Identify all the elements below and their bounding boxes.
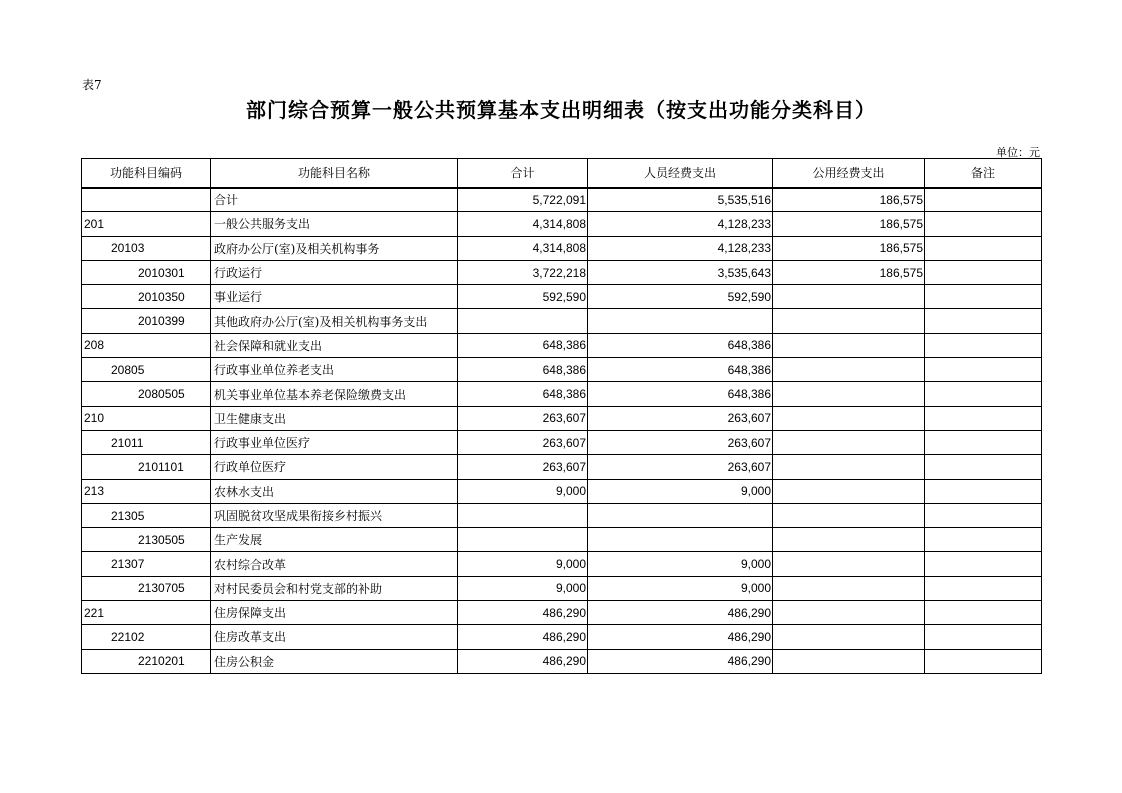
table-row — [82, 576, 1042, 600]
cell-code: 2010301 — [82, 260, 211, 284]
cell-name: 其他政府办公厅(室)及相关机构事务支出 — [211, 309, 458, 333]
column-header-public: 公用经费支出 — [773, 159, 925, 188]
cell-code: 221 — [82, 601, 211, 625]
cell-total: 9,000 — [458, 552, 588, 576]
cell-public — [773, 358, 925, 382]
cell-name: 行政事业单位养老支出 — [211, 358, 458, 382]
cell-total: 263,607 — [458, 406, 588, 430]
cell-code: 2210201 — [82, 649, 211, 673]
cell-note — [925, 503, 1042, 527]
cell-personnel: 592,590 — [588, 285, 773, 309]
cell-name: 农林水支出 — [211, 479, 458, 503]
cell-public — [773, 625, 925, 649]
cell-personnel — [588, 528, 773, 552]
cell-code: 208 — [82, 333, 211, 357]
table-row — [82, 528, 1042, 552]
cell-name: 事业运行 — [211, 285, 458, 309]
cell-note — [925, 528, 1042, 552]
table-row — [82, 309, 1042, 333]
cell-code: 2010399 — [82, 309, 211, 333]
column-header-name: 功能科目名称 — [211, 159, 458, 188]
cell-code: 213 — [82, 479, 211, 503]
cell-public — [773, 576, 925, 600]
cell-note — [925, 576, 1042, 600]
cell-personnel: 486,290 — [588, 649, 773, 673]
cell-public — [773, 285, 925, 309]
cell-public: 186,575 — [773, 260, 925, 284]
budget-table — [81, 158, 1042, 674]
table-row — [82, 212, 1042, 236]
table-row — [82, 649, 1042, 673]
table-row — [82, 188, 1042, 212]
column-header-note: 备注 — [925, 159, 1042, 188]
cell-public — [773, 649, 925, 673]
cell-personnel: 5,535,516 — [588, 188, 773, 212]
cell-code: 2080505 — [82, 382, 211, 406]
table-row — [82, 503, 1042, 527]
table-row — [82, 260, 1042, 284]
cell-public — [773, 552, 925, 576]
cell-total: 5,722,091 — [458, 188, 588, 212]
cell-name: 合计 — [211, 188, 458, 212]
cell-note — [925, 601, 1042, 625]
table-row — [82, 430, 1042, 454]
cell-name: 生产发展 — [211, 528, 458, 552]
unit-label: 单位：元 — [996, 146, 1040, 159]
cell-total: 648,386 — [458, 358, 588, 382]
cell-total: 263,607 — [458, 455, 588, 479]
cell-note — [925, 430, 1042, 454]
cell-public — [773, 382, 925, 406]
table-row — [82, 358, 1042, 382]
table-row — [82, 382, 1042, 406]
cell-note — [925, 309, 1042, 333]
cell-note — [925, 285, 1042, 309]
cell-note — [925, 479, 1042, 503]
cell-public — [773, 479, 925, 503]
cell-total — [458, 503, 588, 527]
cell-note — [925, 188, 1042, 212]
cell-note — [925, 455, 1042, 479]
cell-total: 592,590 — [458, 285, 588, 309]
cell-code: 20103 — [82, 236, 211, 260]
cell-total: 9,000 — [458, 479, 588, 503]
cell-public — [773, 333, 925, 357]
cell-name: 住房公积金 — [211, 649, 458, 673]
table-header-row — [82, 159, 1042, 188]
cell-total: 3,722,218 — [458, 260, 588, 284]
column-header-total: 合计 — [458, 159, 588, 188]
cell-name: 一般公共服务支出 — [211, 212, 458, 236]
cell-total: 648,386 — [458, 333, 588, 357]
cell-name: 政府办公厅(室)及相关机构事务 — [211, 236, 458, 260]
cell-public — [773, 503, 925, 527]
cell-code: 210 — [82, 406, 211, 430]
cell-personnel: 263,607 — [588, 430, 773, 454]
cell-note — [925, 382, 1042, 406]
cell-code: 2130705 — [82, 576, 211, 600]
cell-total: 648,386 — [458, 382, 588, 406]
cell-name: 住房改革支出 — [211, 625, 458, 649]
cell-total — [458, 528, 588, 552]
cell-code: 2010350 — [82, 285, 211, 309]
cell-name: 机关事业单位基本养老保险缴费支出 — [211, 382, 458, 406]
cell-total: 9,000 — [458, 576, 588, 600]
cell-name: 对村民委员会和村党支部的补助 — [211, 576, 458, 600]
cell-personnel: 3,535,643 — [588, 260, 773, 284]
cell-note — [925, 260, 1042, 284]
cell-note — [925, 406, 1042, 430]
cell-total — [458, 309, 588, 333]
cell-personnel: 4,128,233 — [588, 212, 773, 236]
cell-code: 22102 — [82, 625, 211, 649]
table-row — [82, 333, 1042, 357]
cell-note — [925, 212, 1042, 236]
cell-name: 社会保障和就业支出 — [211, 333, 458, 357]
cell-public: 186,575 — [773, 212, 925, 236]
cell-note — [925, 625, 1042, 649]
cell-total: 486,290 — [458, 625, 588, 649]
cell-code: 21011 — [82, 430, 211, 454]
cell-personnel: 263,607 — [588, 406, 773, 430]
page-title: 部门综合预算一般公共预算基本支出明细表（按支出功能分类科目） — [246, 98, 876, 122]
cell-public — [773, 455, 925, 479]
cell-note — [925, 236, 1042, 260]
table-row — [82, 601, 1042, 625]
table-row — [82, 406, 1042, 430]
table-row — [82, 236, 1042, 260]
cell-code — [82, 188, 211, 212]
cell-total: 263,607 — [458, 430, 588, 454]
cell-note — [925, 358, 1042, 382]
cell-code: 201 — [82, 212, 211, 236]
cell-personnel: 486,290 — [588, 601, 773, 625]
cell-personnel: 263,607 — [588, 455, 773, 479]
cell-personnel: 648,386 — [588, 382, 773, 406]
table-row — [82, 455, 1042, 479]
cell-name: 行政运行 — [211, 260, 458, 284]
column-header-code: 功能科目编码 — [82, 159, 211, 188]
table-row — [82, 479, 1042, 503]
cell-personnel: 648,386 — [588, 333, 773, 357]
cell-total: 486,290 — [458, 601, 588, 625]
cell-personnel — [588, 309, 773, 333]
cell-public: 186,575 — [773, 236, 925, 260]
cell-code: 2101101 — [82, 455, 211, 479]
cell-code: 21307 — [82, 552, 211, 576]
cell-name: 住房保障支出 — [211, 601, 458, 625]
cell-note — [925, 649, 1042, 673]
cell-code: 2130505 — [82, 528, 211, 552]
cell-total: 4,314,808 — [458, 212, 588, 236]
table-number: 表7 — [82, 78, 102, 92]
table-row — [82, 625, 1042, 649]
cell-personnel: 648,386 — [588, 358, 773, 382]
cell-personnel: 4,128,233 — [588, 236, 773, 260]
cell-personnel: 486,290 — [588, 625, 773, 649]
cell-name: 行政事业单位医疗 — [211, 430, 458, 454]
cell-public — [773, 430, 925, 454]
cell-code: 20805 — [82, 358, 211, 382]
table-row — [82, 552, 1042, 576]
cell-personnel: 9,000 — [588, 576, 773, 600]
cell-personnel: 9,000 — [588, 552, 773, 576]
table-row — [82, 285, 1042, 309]
cell-name: 农村综合改革 — [211, 552, 458, 576]
cell-public: 186,575 — [773, 188, 925, 212]
cell-personnel: 9,000 — [588, 479, 773, 503]
cell-name: 行政单位医疗 — [211, 455, 458, 479]
cell-name: 卫生健康支出 — [211, 406, 458, 430]
column-header-personnel: 人员经费支出 — [588, 159, 773, 188]
cell-code: 21305 — [82, 503, 211, 527]
table-body — [82, 188, 1042, 674]
cell-total: 486,290 — [458, 649, 588, 673]
cell-public — [773, 406, 925, 430]
cell-total: 4,314,808 — [458, 236, 588, 260]
cell-public — [773, 309, 925, 333]
cell-note — [925, 333, 1042, 357]
cell-note — [925, 552, 1042, 576]
cell-public — [773, 528, 925, 552]
cell-public — [773, 601, 925, 625]
cell-personnel — [588, 503, 773, 527]
cell-name: 巩固脱贫攻坚成果衔接乡村振兴 — [211, 503, 458, 527]
